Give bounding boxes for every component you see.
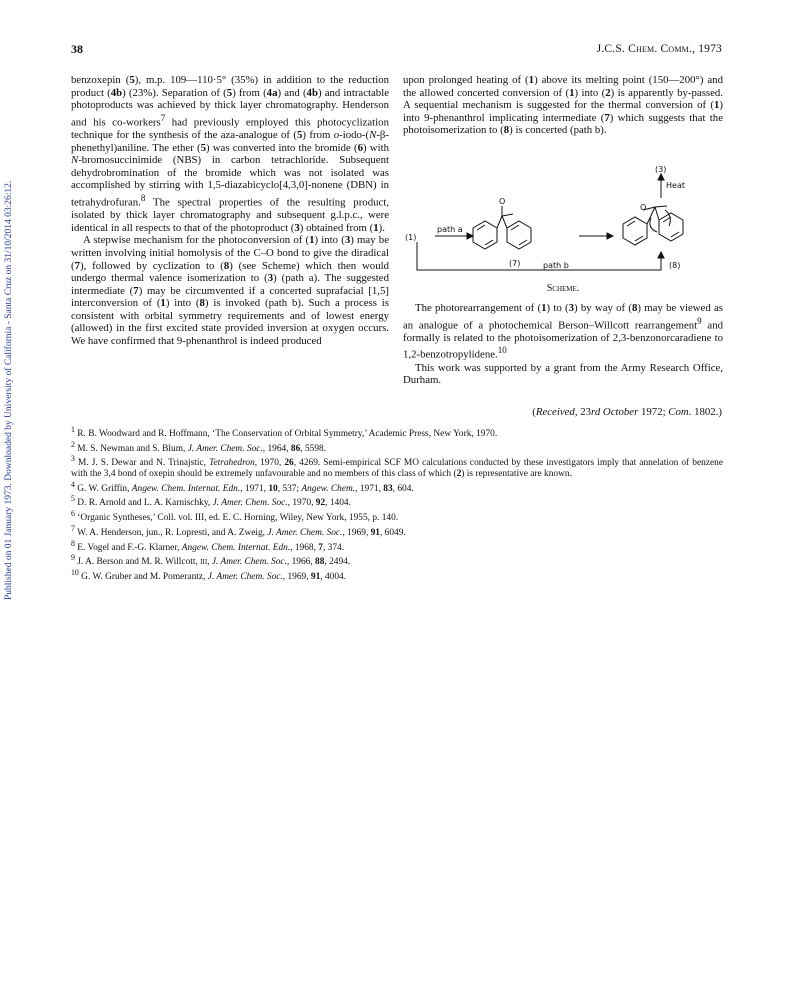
left-paragraph-1: benzoxepin (5), m.p. 109—110·5° (35%) in addition to the reduction product (4b) (23%). Separation of (5) from (4a) and (4b) and intractable photoproducts was achieved by thick layer chromatography. Henderson and his co-workers$^7$ had previously employed this photocyclization technique for the synthesis of the aza-analogue of (5) from o-iodo-(N-β-phenethyl)aniline. The ether (5) was converted into the bromide (6) with N-bromosuccinimide (NBS) in carbon tetrachloride. Subsequent dehydrobromination of the bromide which was not isolated was accomplished by stirring with 1,5-diazabicyclo[4,3,0]-nonene (DBN) in tetrahydrofuran.$^8$ The spectral properties of the resulting product, isolated by thick layer chromatography and subsequent g.l.p.c., were identical in all respects to that of the photoproduct (3) obtained from (1). <box>71 74 390 234</box>
running-head <box>597 43 722 55</box>
page-number: 38 <box>71 42 83 56</box>
reference-item: $^5$ D. R. Arnold and L. A. Karnischky, J. Amer. Chem. Soc., 1970, 92, 1404. <box>71 494 351 509</box>
oxygen-label-2: O <box>640 203 647 212</box>
label-3: (3) <box>655 165 667 174</box>
right-paragraph-1: upon prolonged heating of (1) above its melting point (150—200°) and the allowed concerted conversion of (1) into (2) is apparently by-passed. A sequential mechanism is suggested for the thermal conversion of (1) into 9-phenanthrol implicating intermediate (7) which suggests that the photoisomerization to (8) is concerted (path b). <box>403 74 723 137</box>
reaction-scheme <box>403 162 723 296</box>
scheme-caption: Scheme. <box>546 283 580 294</box>
left-column <box>71 74 389 348</box>
reference-item: $^6$ ‘Organic Syntheses,’ Coll. vol. III, ed. E. C. Horning, Wiley, New York, 1955, p. 140. <box>71 509 399 524</box>
reference-item: $^8$ E. Vogel and F.-G. Klarner, Angew. Chem. Internat. Edn., 1968, 7, 374. <box>71 538 345 553</box>
reference-item: $^7$ W. A. Henderson, jun., R. Lopresti, and A. Zweig, J. Amer. Chem. Soc., 1969, 91, 6049. <box>71 523 406 539</box>
received-date: (Received, 23rd October 1972; Com. 1802.) <box>532 406 722 418</box>
reference-item: $^4$ G. W. Griffin, Angew. Chem. Internat. Edn., 1971, 10, 537; Angew. Chem., 1971, 83, 604. <box>71 479 414 494</box>
label-path-a: path a <box>437 225 463 234</box>
reference-item: $^1$ R. B. Woodward and R. Hoffmann, ‘The Conservation of Orbital Symmetry,’ Academic Press, New York, 1970. <box>71 425 498 440</box>
reference-item: $^2$ M. S. Newman and S. Blum, J. Amer. Chem. Soc., 1964, 86, 5598. <box>71 439 327 454</box>
right-column-continued <box>403 302 723 387</box>
oxygen-label-1: O <box>499 197 506 206</box>
left-paragraph-2: A stepwise mechanism for the photoconversion of (1) into (3) may be written involving initial homolysis of the C–O bond to give the diradical (7), followed by cyclization to (8) (see Scheme) which then would undergo thermal valence isomerization to (3) (path a). The suggested intermediate (7) may be circumvented if a concerted suprafacial [1,5] interconversion of (1) into (8) is invoked (path b). Such a process is consistent with orbital symmetry requirements and of lowest energy (allowed) in the first excited state provided inversion at oxygen occurs. We have confirmed that 9-phenanthrol is indeed produced <box>71 234 389 348</box>
journal-name: J.C.S. Chem. Comm., 1973 <box>596 43 722 55</box>
path-b-bracket <box>417 242 661 270</box>
acknowledgement: This work was supported by a grant from the Army Research Office, Durham. <box>403 361 723 387</box>
label-8: (8) <box>669 261 681 270</box>
reference-item: $^9$ J. A. Berson and M. R. Willcott, iii, J. Amer. Chem. Soc., 1966, 88, 2494. <box>71 553 351 568</box>
download-watermark: Published on 01 January 1973. Downloaded by University of California - Santa Cruz on 31/10/2014 03:26:12. <box>4 180 14 600</box>
right-paragraph-2: The photorearrangement of (1) to (3) by way of (8) may be viewed as an analogue of a photochemical Berson–Willcott rearrangement$^9$ and formally is related to the photoisomerization of 2,3-benzonorcaradiene to 1,2-benzotropylidene.$^{10}$ <box>403 302 723 361</box>
label-path-b: path b <box>543 261 569 270</box>
label-7: (7) <box>509 259 521 268</box>
right-column <box>403 74 723 137</box>
references <box>71 425 723 583</box>
label-heat: Heat <box>666 181 685 190</box>
reference-item: $^{10}$ G. W. Gruber and M. Pomerantz, J. Amer. Chem. Soc., 1969, 91, 4004. <box>71 568 347 583</box>
label-1: (1) <box>405 233 417 242</box>
reference-item: $^3$ M. J. S. Dewar and N. Trinajstic, Tetrahedron, 1970, 26, 4269. Semi-empirical SCF MO calculations conducted by these investigators imply that annelation of benzene with the 3,4 bond of oxepin should be extremely unfavourable and no members of this class of which (2) is representative are known. <box>71 454 724 480</box>
